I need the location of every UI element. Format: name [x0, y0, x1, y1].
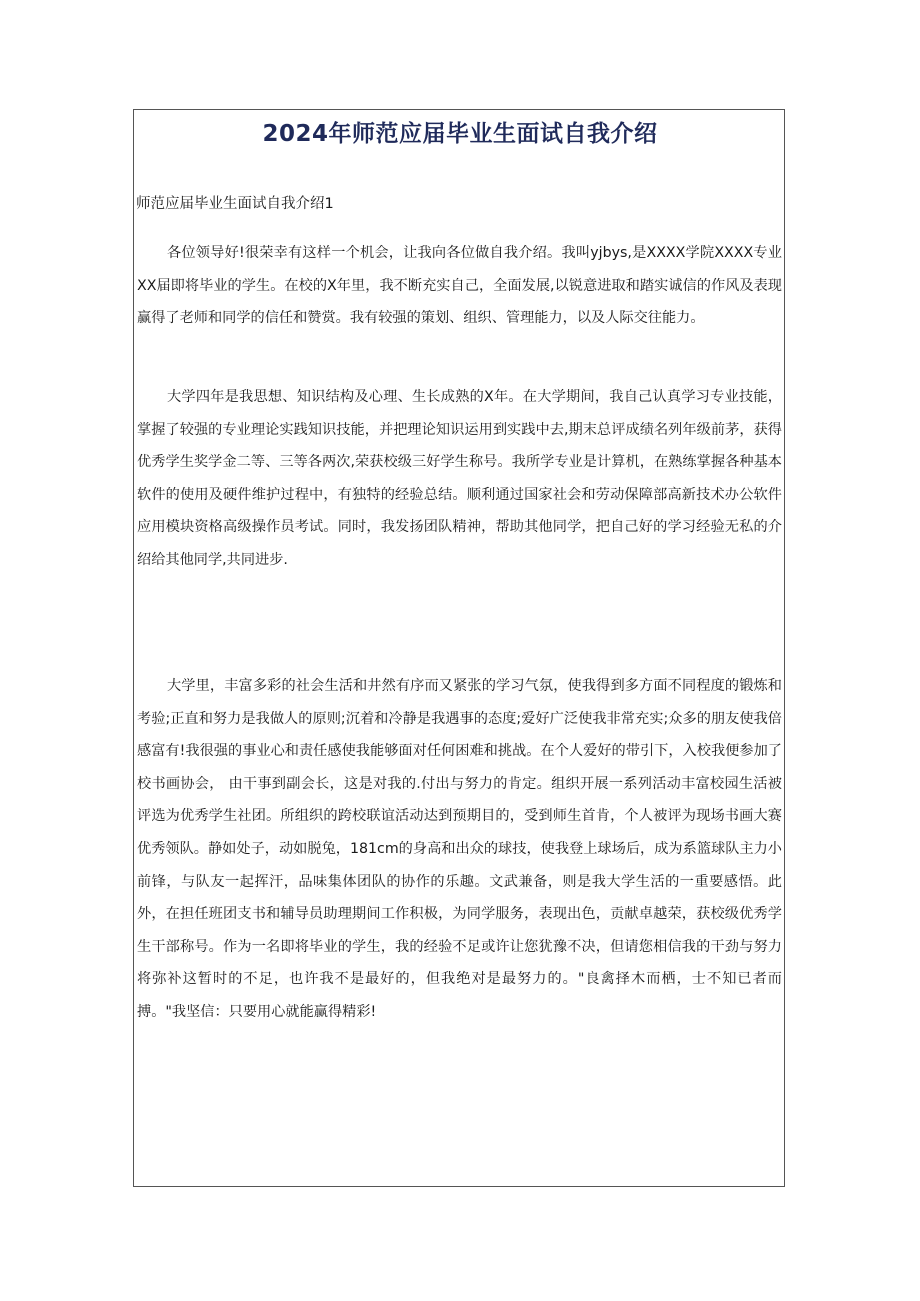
section-subheading: 师范应届毕业生面试自我介绍1 [136, 196, 334, 212]
paragraph-2: 大学四年是我思想、知识结构及心理、生长成熟的X年。在大学期间，我自己认真学习专业技能，掌握了较强的专业理论实践知识技能，并把理论知识运用到实践中去,期末总评成绩名列年级前茅，获得优秀学生奖学金二等、三等各两次,荣获校级三好学生称号。我所学专业是计算机，在熟练掌握各种基本软件的使用及硬件维护过程中，有独特的经验总结。顺利通过国家社会和劳动保障部高新技术办公软件应用模块资格高级操作员考试。同时，我发扬团队精神，帮助其他同学，把自己好的学习经验无私的介绍给其他同学,共同进步. [137, 389, 782, 568]
paragraph-1: 各位领导好!很荣幸有这样一个机会，让我向各位做自我介绍。我叫yjbys,是XXXX学院XXXX专业XX届即将毕业的学生。在校的X年里，我不断充实自己，全面发展,以锐意进取和踏实诚信的作风及表现赢得了老师和同学的信任和赞赏。我有较强的策划、组织、管理能力，以及人际交往能力。 [137, 245, 782, 327]
paragraph-3: 大学里，丰富多彩的社会生活和井然有序而又紧张的学习气氛，使我得到多方面不同程度的锻炼和考验;正直和努力是我做人的原则;沉着和冷静是我遇事的态度;爱好广泛使我非常充实;众多的朋友使我倍感富有!我很强的事业心和责任感使我能够面对任何困难和挑战。在个人爱好的带引下，入校我便参加了校书画协会， 由干事到副会长，这是对我的.付出与努力的肯定。组织开展一系列活动丰富校园生活被评选为优秀学生社团。所组织的跨校联谊活动达到预期目的，受到师生首肯，个人被评为现场书画大赛优秀领队。静如处子，动如脱兔，181cm的身高和出众的球技，使我登上球场后，成为系篮球队主力小前锋，与队友一起挥汗，品味集体团队的协作的乐趣。文武兼备，则是我大学生活的一重要感悟。此外，在担任班团支书和辅导员助理期间工作积极，为同学服务，表现出色，贡献卓越荣，获校级优秀学生干部称号。作为一名即将毕业的学生，我的经验不足或许让您犹豫不决，但请您相信我的干劲与努力将弥补这暂时的不足，也许我不是最好的，但我绝对是最努力的。"良禽择木而栖，士不知已者而搏。"我坚信：只要用心就能赢得精彩! [137, 678, 782, 1020]
document-title: 2024年师范应届毕业生面试自我介绍 [262, 121, 658, 147]
